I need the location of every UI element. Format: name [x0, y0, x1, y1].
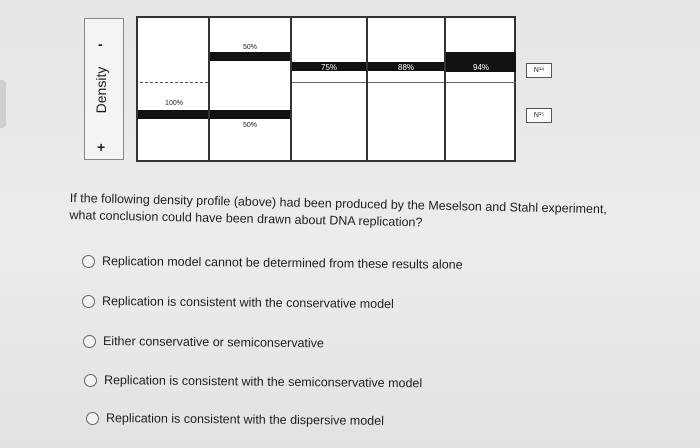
density-plus-sign: +: [97, 139, 106, 155]
radio-option-4[interactable]: [84, 374, 97, 387]
lane3-band-label: 75%: [320, 63, 338, 72]
option-3-label[interactable]: Either conservative or semiconservative: [102, 334, 324, 351]
option-1-label[interactable]: Replication model cannot be determined from these results alone: [101, 254, 463, 272]
lane2-top-label: 50%: [242, 44, 258, 51]
window-edge: [0, 80, 6, 128]
density-minus-sign: -: [98, 36, 103, 52]
option-2-label[interactable]: Replication is consistent with the conservative model: [101, 294, 394, 312]
lane1-heavy-band: [138, 110, 208, 119]
lane1-reference-line: [140, 82, 208, 84]
density-gel: [136, 16, 516, 162]
lane-divider: [208, 18, 210, 160]
question-text: If the following density profile (above) had been produced by the Meselson and Stahl experiment, what conclusion could have been drawn about DNA replication?: [69, 190, 608, 230]
radio-option-3[interactable]: [83, 335, 96, 348]
lane4-reference-line: [368, 82, 444, 83]
lane-divider: [444, 18, 446, 160]
isotope-heavy-label: N¹⁵: [526, 108, 552, 123]
lane1-band-label: 100%: [165, 100, 183, 107]
lane2-heavy-band: [210, 110, 290, 119]
option-5-label[interactable]: Replication is consistent with the dispersive model: [105, 411, 384, 428]
lane4-band-label: 88%: [397, 63, 415, 72]
lane-divider: [290, 18, 292, 160]
radio-option-2[interactable]: [82, 295, 95, 308]
radio-option-5[interactable]: [86, 412, 99, 425]
lane2-bottom-label: 50%: [242, 122, 258, 129]
density-axis-label: Density: [93, 66, 109, 114]
lane5-reference-line: [446, 82, 516, 83]
lane3-reference-line: [292, 82, 366, 83]
option-4-label[interactable]: Replication is consistent with the semiconservative model: [103, 373, 423, 391]
lane2-light-band: [210, 52, 290, 61]
lane-divider: [366, 18, 368, 160]
isotope-light-label: N¹⁴: [526, 63, 552, 78]
radio-option-1[interactable]: [82, 255, 95, 268]
lane5-band-label: 94%: [472, 63, 490, 72]
